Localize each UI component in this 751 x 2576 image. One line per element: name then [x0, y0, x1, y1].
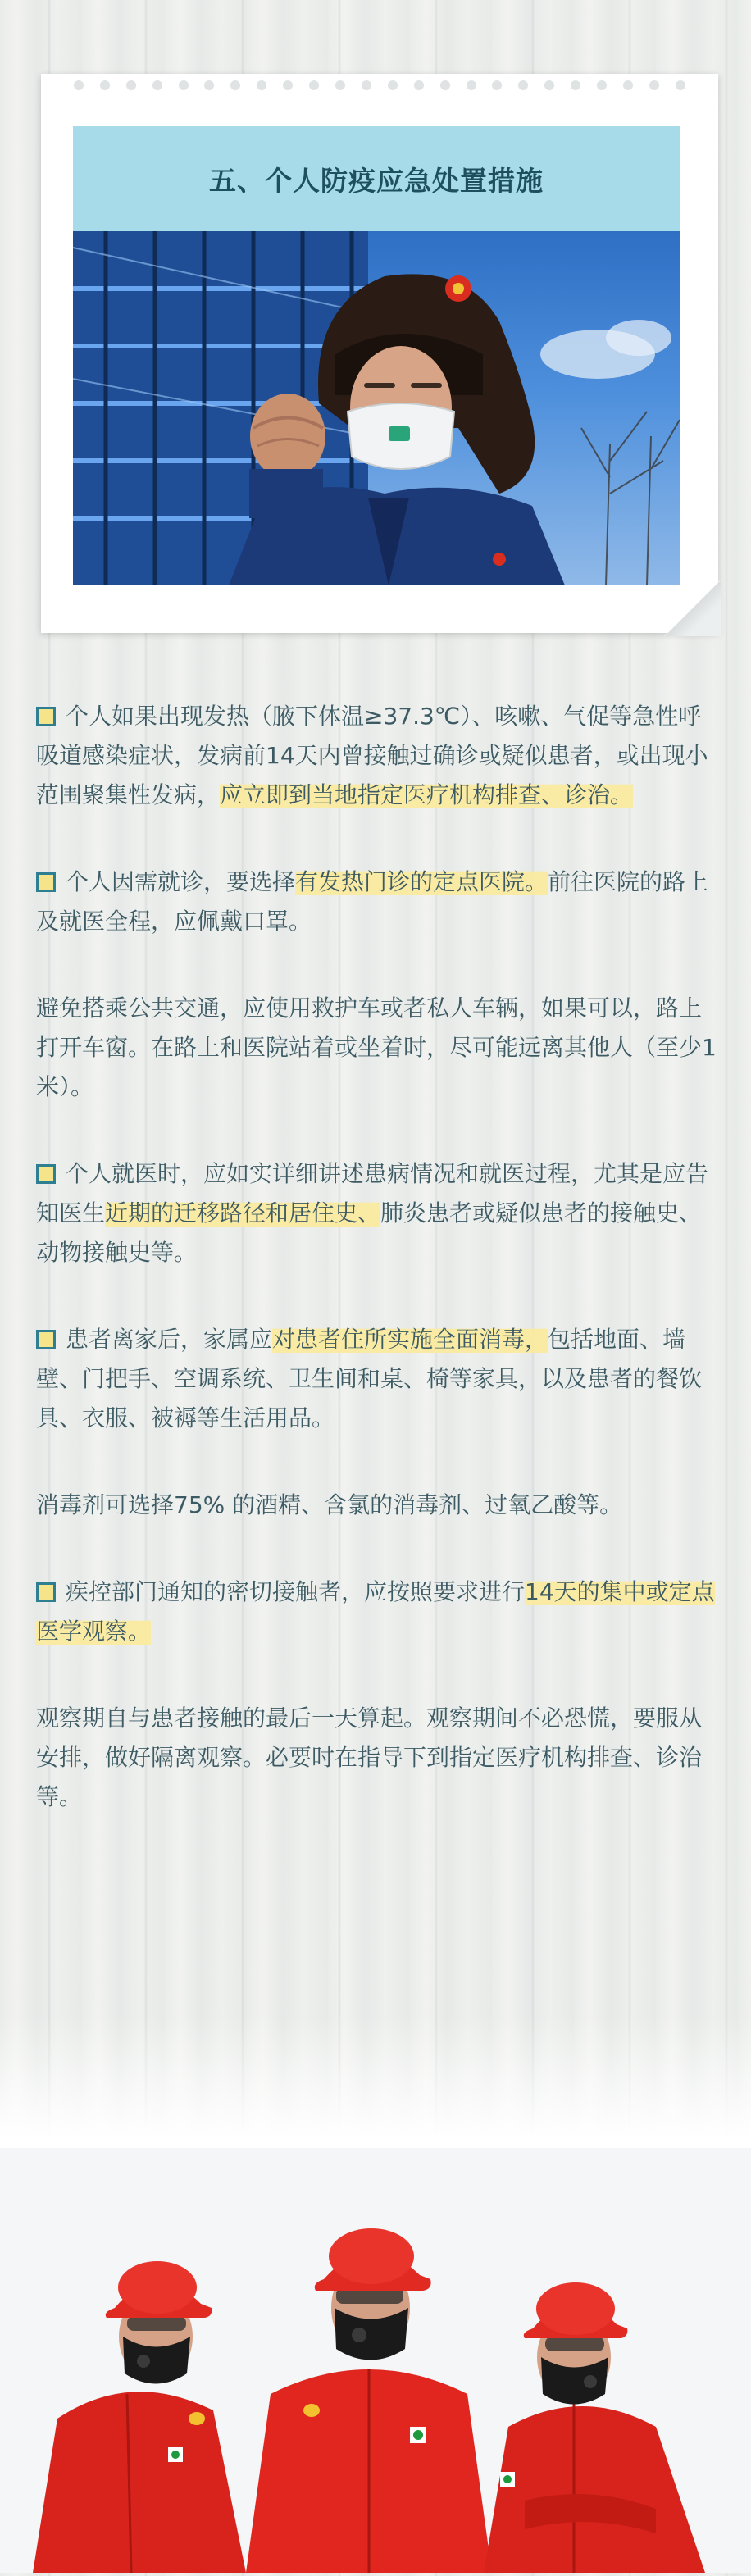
binder-holes: [41, 79, 718, 92]
checkbox-bullet-icon: [36, 1164, 56, 1184]
measure-paragraph-2: [36, 862, 717, 941]
highlighted-text: 近期的迁移路径和居住史、: [105, 1199, 381, 1227]
paragraph-text-continued: 包括地面、墙壁、门把手、空调系统、卫生间和桌、椅等家具，以及患者的餐饮具、衣服、被褥等生活用品。: [36, 1326, 703, 1431]
checkbox-bullet-icon: [36, 707, 56, 726]
page-curl-decoration: [664, 579, 721, 636]
section-title-bar: [73, 126, 680, 231]
measure-paragraph-5: [36, 1320, 717, 1438]
paragraph-text: 患者离家后，家属应: [66, 1326, 273, 1353]
checkbox-bullet-icon: [36, 1582, 56, 1602]
measure-paragraph-8: [36, 1699, 717, 1817]
measure-paragraph-4: [36, 1154, 717, 1272]
measure-paragraph-7: [36, 1572, 717, 1651]
measure-paragraph-3: [36, 989, 717, 1107]
section-title: 五、个人防疫应急处置措施: [209, 164, 544, 197]
three-workers-photo: [0, 2148, 751, 2573]
paragraph-text: 个人因需就诊，要选择: [66, 868, 296, 895]
measure-paragraph-6: [36, 1486, 717, 1525]
workers-illustration: [0, 2148, 751, 2573]
checkbox-bullet-icon: [36, 872, 56, 892]
highlighted-text: 对患者住所实施全面消毒，: [272, 1326, 548, 1353]
measure-paragraph-1: [36, 697, 717, 815]
paragraph-text: 观察期自与患者接触的最后一天算起。观察期间不必恐慌，要服从安排，做好隔离观察。必要时在指导下到指定医疗机构排查、诊治等。: [36, 1704, 703, 1810]
paragraph-text: 个人就医时，应如实详细讲述患病情况和就医过程，尤其是应告知医生: [36, 1160, 709, 1227]
paragraph-text: 消毒剂可选择75% 的酒精、含氯的消毒剂、过氧乙酸等。: [36, 1491, 623, 1518]
highlighted-text: 应立即到当地指定医疗机构排查、诊治。: [220, 781, 634, 808]
checkbox-bullet-icon: [36, 1330, 56, 1349]
worker-photo-illustration: [73, 231, 680, 585]
paragraph-text: 避免搭乘公共交通，应使用救护车或者私人车辆，如果可以，路上打开车窗。在路上和医院站着或坐着时，尽可能远离其他人（至少1米）。: [36, 994, 717, 1100]
highlighted-text: 14天的集中或定点医学观察。: [36, 1578, 715, 1645]
worker-with-mask-photo: [73, 231, 680, 585]
highlighted-text: 有发热门诊的定点医院。: [295, 868, 548, 895]
paragraph-text: 个人如果出现发热（腋下体温≥37.3℃）、咳嗽、气促等急性呼吸道感染症状，发病前14天内曾接触过确诊或疑似患者，或出现小范围聚集性发病，: [36, 703, 708, 808]
paragraph-text-continued: 肺炎患者或疑似患者的接触史、动物接触史等。: [36, 1199, 703, 1266]
paragraph-text-continued: 前往医院的路上及就医全程，应佩戴口罩。: [36, 868, 709, 935]
measures-content: [36, 697, 717, 1864]
paragraph-text: 疾控部门通知的密切接触者，应按照要求进行: [66, 1578, 526, 1605]
